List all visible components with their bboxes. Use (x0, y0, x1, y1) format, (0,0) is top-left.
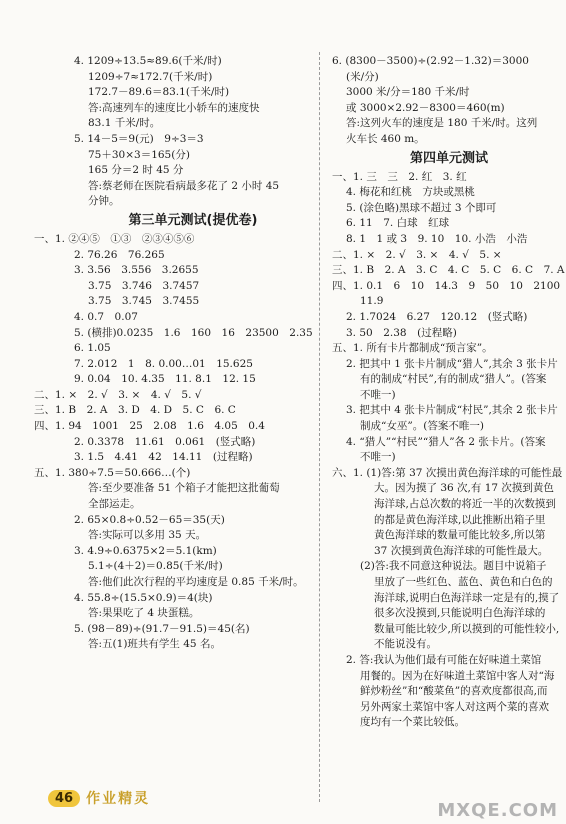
answer-line: 黄色海洋球的数量可能比较多,所以第 (374, 529, 546, 542)
answer-line: 答:果果吃了 4 块蛋糕。 (88, 607, 200, 620)
answer-line: 9. 0.04 10. 4.35 11. 8.1 12. 15 (74, 373, 256, 386)
answer-line: 3. 3.56 3.556 3.2655 (74, 264, 199, 277)
section-title: 第四单元测试 (409, 150, 488, 166)
page-footer (48, 788, 150, 808)
answer-line: 鲜炒粉丝”和“酸菜鱼”的喜欢度都很高,而 (360, 685, 548, 698)
answer-line: 3.75 3.746 3.7457 (88, 279, 200, 292)
answer-line: 4. 55.8÷(15.5×0.9)＝4(块) (74, 591, 213, 604)
answer-line: 大。因为摸了 36 次,有 17 次摸到黄色 (374, 482, 554, 495)
answer-line: 172.7－89.6＝83.1(千米/时) (88, 86, 230, 99)
answer-line: 3000 米/分＝180 千米/时 (346, 86, 470, 99)
answer-line: 二、1. × 2. √ 3. × 4. √ 5. √ (34, 388, 202, 401)
answer-line: 用餐的。因为在好味道土菜馆中客人对“海 (360, 669, 555, 682)
answer-line: 2. 76.26 76.265 (74, 248, 165, 261)
answer-line: 3. 1.5 4.41 42 14.11 (过程略) (74, 451, 253, 464)
answer-line: 6. (8300－3500)÷(2.92－1.32)＝3000 (332, 55, 529, 67)
answer-line: 11.9 (360, 295, 384, 308)
answer-line: 数量可能比较少,所以摸到的可能性较小, (374, 622, 560, 635)
answer-line: 六、1. (1)答:第 37 次摸出黄色海洋球的可能性最 (332, 466, 563, 479)
left-column (34, 54, 313, 653)
answer-line: 一、1. 三 三 2. 红 3. 红 (332, 170, 467, 183)
answer-line: 海洋球,占总次数的将近一半的次数摸到 (374, 498, 556, 511)
answer-line: 或 3000×2.92－8300＝460(m) (346, 101, 505, 114)
answer-line: 83.1 千米/时。 (88, 117, 161, 130)
answer-line: 火车长 460 m。 (346, 132, 425, 145)
answer-line: 2. 65×0.8÷0.52－65＝35(天) (74, 513, 225, 526)
answer-line: 6. 1.05 (74, 342, 111, 355)
answer-line: 7. 2.012 1 8. 0.00…01 15.625 (74, 357, 253, 370)
answer-line: 答:五(1)班共有学生 45 名。 (88, 638, 221, 651)
answer-line: 75＋30×3＝165(分) (88, 148, 190, 161)
answer-line: 5. 14－5＝9(元) 9÷3＝3 (74, 132, 204, 145)
answer-line: 4. 梅花和红桃 方块或黑桃 (346, 186, 475, 199)
answer-line: 全部运走。 (88, 498, 141, 511)
answer-line: 2. 0.3378 11.61 0.061 (竖式略) (74, 435, 256, 448)
answer-line: 3. 4.9÷0.6375×2＝5.1(km) (74, 544, 217, 557)
answer-line: 答:实际可以多用 35 天。 (88, 529, 207, 542)
section-title: 第三单元测试(提优卷) (128, 212, 258, 228)
answer-line: 37 次摸到黄色海洋球的可能性最大。 (374, 544, 549, 557)
answer-line: 2. 把其中 1 张卡片制成“猎人”,其余 3 张卡片 (346, 357, 558, 370)
answer-line: 一、1. ②④⑤ ①③ ②③④⑤⑥ (34, 232, 195, 245)
answer-line: 6. 11 7. 白球 红球 (346, 217, 450, 230)
answer-line: 2. 答:我认为他们最有可能在好味道土菜馆 (346, 653, 542, 666)
answer-line: 5.1÷(4＋2)＝0.85(千米/时) (88, 560, 223, 573)
answer-line: 制成“女巫”。(答案不唯一) (360, 420, 484, 433)
answer-line: 答:蔡老师在医院看病最多花了 2 小时 45 (88, 179, 280, 192)
brand-logo: 作业精灵 (86, 791, 151, 807)
answer-line: 五、1. 所有卡片都制成“预言家”。 (332, 342, 493, 355)
answer-line: 答:至少要准备 51 个箱子才能把这批葡萄 (88, 482, 280, 495)
right-column (332, 54, 565, 731)
answer-line: 里放了一些红色、蓝色、黄色和白色的 (374, 576, 553, 588)
answer-line: 5. (98－89)÷(91.7－91.5)＝45(名) (74, 622, 250, 635)
answer-line: 三、1. B 2. A 3. C 4. C 5. C 6. C 7. A (332, 264, 565, 277)
answer-line: 4. 1209÷13.5≈89.6(千米/时) (74, 55, 222, 67)
answer-line: 165 分＝2 时 45 分 (88, 164, 184, 177)
answer-line: 三、1. B 2. A 3. D 4. D 5. C 6. C (34, 404, 236, 417)
page-number: 46 (48, 790, 80, 807)
answer-line: 5. (涂色略)黑球不超过 3 个即可 (346, 201, 497, 214)
answer-line: 不唯一) (360, 451, 396, 464)
answer-line: 度均有一个菜比较低。 (360, 716, 465, 729)
answer-line: (2)答:我不同意这种说法。题目中说箱子 (360, 560, 547, 573)
answer-line: 二、1. × 2. √ 3. × 4. √ 5. × (332, 248, 502, 261)
answer-line: 3. 50 2.38 (过程略) (346, 326, 457, 339)
answer-line: 3. 把其中 4 张卡片制成“村民”,其余 2 张卡片 (346, 404, 558, 417)
answer-line: 分钟。 (88, 195, 120, 208)
answer-line: 答:高速列车的速度比小轿车的速度快 (88, 101, 260, 114)
answer-line: 3.75 3.745 3.7455 (88, 295, 200, 308)
answer-line: 不能说没有。 (374, 638, 437, 651)
answer-line: 有的制成“村民”,有的制成“猎人”。(答案 (360, 373, 547, 386)
answer-line: 答:他们此次行程的平均速度是 0.85 千米/时。 (88, 576, 304, 588)
answer-line: 不唯一) (360, 388, 396, 401)
answer-line: 很多次没摸到,只能说明白色海洋球的 (374, 607, 546, 620)
answer-line: 五、1. 380÷7.5＝50.666…(个) (34, 466, 191, 479)
answer-line: 8. 1 1 或 3 9. 10 10. 小浩 小浩 (346, 232, 528, 245)
answer-line: 四、1. 94 1001 25 2.08 1.6 4.05 0.4 (34, 420, 265, 433)
watermark: MXQE.COM (437, 800, 558, 821)
answer-line: 2. 1.7024 6.27 120.12 (竖式略) (346, 310, 528, 323)
answer-line: 5. (横排)0.0235 1.6 160 16 23500 2.35 (74, 326, 313, 339)
answer-line: 的都是黄色海洋球,以此推断出箱子里 (374, 513, 546, 526)
answer-line: 4. 0.7 0.07 (74, 310, 138, 323)
answer-line: 四、1. 0.1 6 10 14.3 9 50 10 2100 (332, 279, 561, 292)
answer-line: 1209÷7≈172.7(千米/时) (88, 70, 213, 83)
answer-line: (米/分) (346, 70, 379, 83)
answer-line: 另外两家土菜馆中客人对这两个菜的喜欢 (360, 700, 549, 713)
answer-line: 海洋球,说明白色海洋球一定是有的,摸了 (374, 591, 560, 604)
column-divider (319, 52, 321, 802)
answer-line: 答:这列火车的速度是 180 千米/时。这列 (346, 117, 538, 130)
answer-line: 4. “猎人”“村民”“猎人”各 2 张卡片。(答案 (346, 435, 546, 448)
